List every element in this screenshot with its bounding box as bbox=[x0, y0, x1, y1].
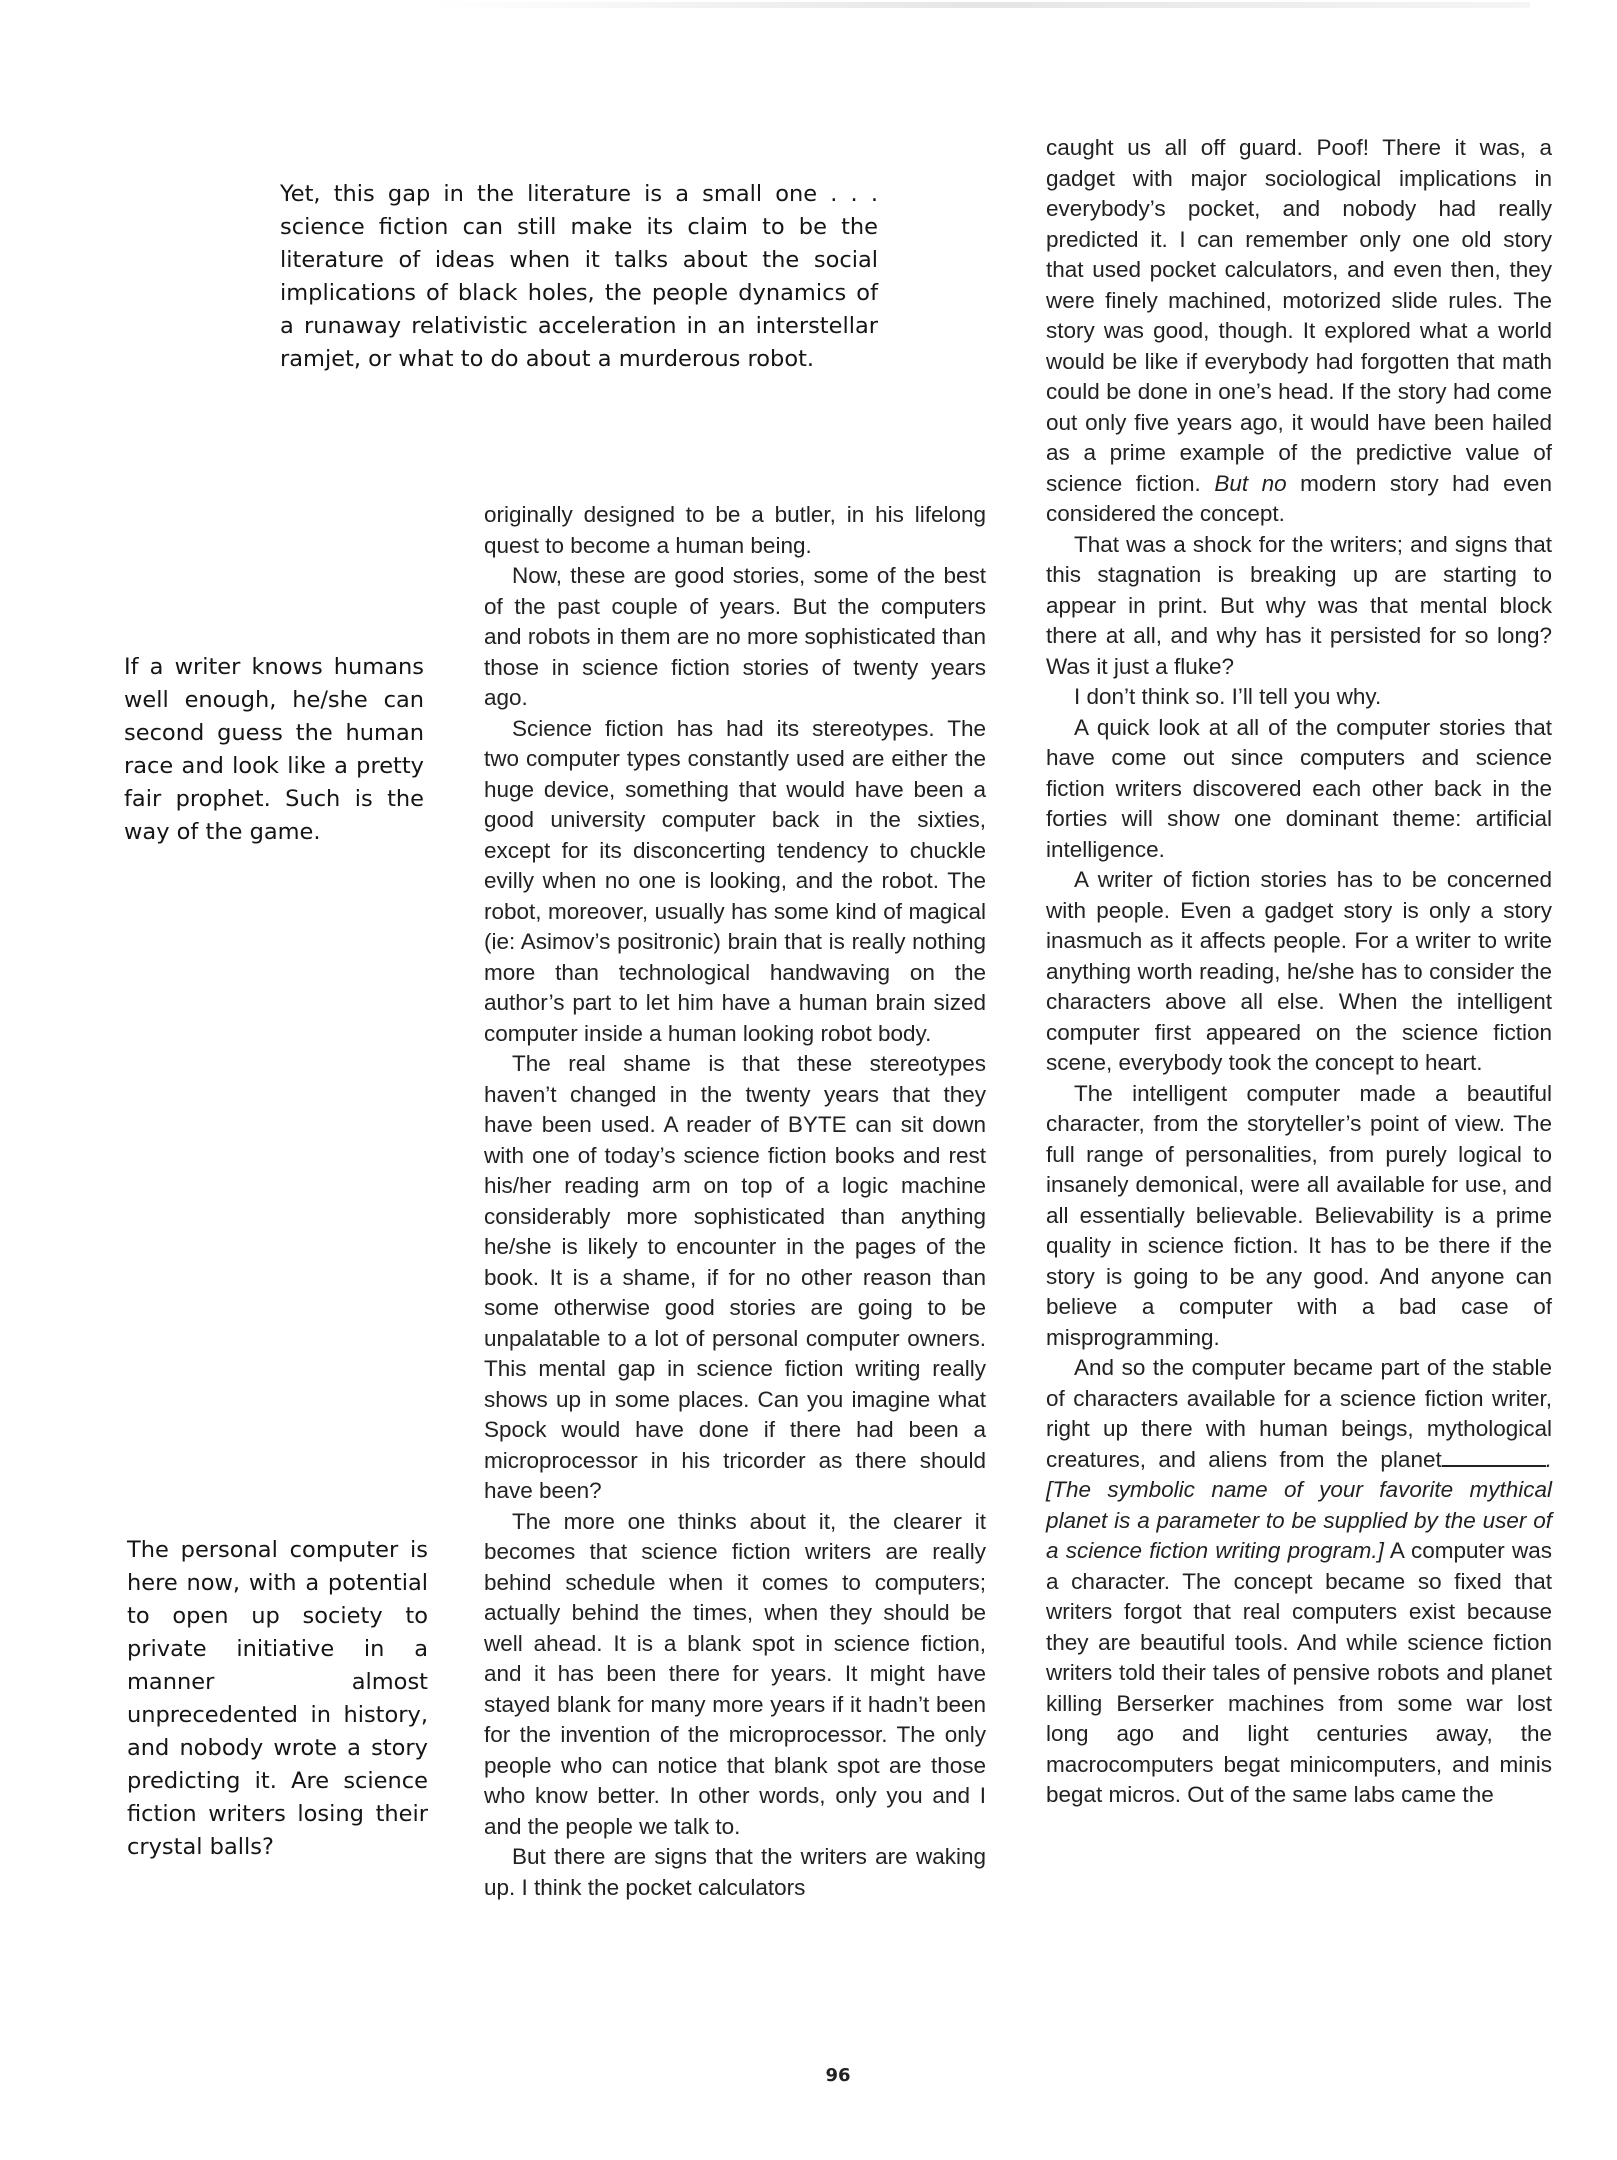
paragraph-text: And so the computer became part of the stable of characters available for a science fiction writer, right up there with human beings, mythological creatures, and aliens from the planet bbox=[1046, 1355, 1552, 1472]
paragraph: A writer of fiction stories has to be concerned with people. Even a gadget story is only a story inasmuch as it affects people. For a writer to write anything worth reading, he/she has to consider the characters above all else. When the intelligent computer first appeared on the science fiction scene, everybody took the concept to heart. bbox=[1046, 867, 1552, 1075]
fill-in-blank bbox=[1442, 1447, 1546, 1467]
paragraph: The intelligent computer made a beautiful character, from the storyteller’s point of view. The full range of personalities, from purely logical to insanely demonical, were all available for use, and all essentially believable. Believability is a prime quality in science fiction. It has to be there if the story is going to be any good. And anyone can believe a computer with a bad case of misprogramming. bbox=[1046, 1080, 1552, 1350]
pull-quote-bottom: The personal computer is here now, with a potential to open up society to private initiative in a manner almost unprecedented in history, and nobody wrote a story predicting it. Are science fiction writers losing their crystal balls? bbox=[127, 1537, 428, 1860]
paragraph-text: caught us all off guard. Poof! There it was, a gadget with major sociological implications in everybody’s pocket, and nobody had really predicted it. I can remember only one old story that used pocket calculators, and even then, they were finely machined, motorized slide rules. The story was good, though. It explored what a world would be like if everybody had forgotten that math could be done in one’s head. If the story had come out only five years ago, it would have been hailed as a prime example of the predictive value of science fiction. bbox=[1046, 135, 1552, 496]
paragraph: The more one thinks about it, the clearer it becomes that science fiction writers are really behind schedule when it comes to computers; actually behind the times, when they should be well ahead. It is a blank spot in science fiction, and it has been there for years. It might have stayed blank for many more years if it hadn’t been for the invention of the microprocessor. The only people who can notice that blank spot are those who know better. In other words, only you and I and the people we talk to. bbox=[484, 1508, 986, 1839]
paragraph bbox=[1046, 133, 1552, 530]
pull-quote-middle: If a writer knows humans well enough, he/she can second guess the human race and look like a pretty fair prophet. Such is the way of the game. bbox=[124, 654, 424, 845]
paragraph: originally designed to be a butler, in his lifelong quest to become a human being. bbox=[484, 502, 986, 558]
paragraph-text: A computer was a character. The concept became so fixed that writers forgot that real computers exist because they are beautiful tools. And while science fiction writers told their tales of pensive robots and planet killing Berserker machines from some war lost long ago and light centuries away, the macrocomputers begat minicomputers, and minis begat micros. Out of the same labs came the bbox=[1046, 1538, 1552, 1807]
paragraph: A quick look at all of the computer stories that have come out since computers and science fiction writers discovered each other back in the forties will show one dominant theme: artificial intelligence. bbox=[1046, 714, 1552, 862]
body-column-right bbox=[1046, 133, 1552, 1811]
emphasis-text: But no bbox=[1214, 470, 1287, 496]
page-number: 96 bbox=[825, 2065, 851, 2086]
paragraph: The real shame is that these stereotypes haven’t changed in the twenty years that they have been used. A reader of BYTE can sit down with one of today’s science fiction books and rest his/her reading arm on top of a logic machine considerably more sophisticated than anything he/she is likely to encounter in the pages of the book. It is a shame, if for no other reason than some otherwise good stories are going to be unpalatable to a lot of personal computer owners. This mental gap in science fiction writing really shows up in some places. Can you imagine what Spock would have done if there had been a microprocessor in his tricorder as there should have been? bbox=[484, 1051, 986, 1503]
body-column-middle bbox=[484, 500, 986, 1903]
paragraph: But there are signs that the writers are waking up. I think the pocket calculators bbox=[484, 1844, 986, 1900]
top-edge-shadow bbox=[430, 2, 1530, 8]
paragraph bbox=[1046, 1353, 1552, 1811]
paragraph: That was a shock for the writers; and signs that this stagnation is breaking up are starting to appear in print. But why was that mental block there at all, and why has it persisted for so long? Was it just a fluke? bbox=[1046, 531, 1552, 679]
paragraph-text: modern story had even considered the concept. bbox=[1046, 470, 1552, 526]
paragraph: I don’t think so. I’ll tell you why. bbox=[1074, 684, 1382, 709]
pull-quote-top: Yet, this gap in the literature is a small one . . . science fiction can still make its claim to be the literature of ideas when it talks about the social implications of black holes, the people dynamics of a runaway relativistic acceleration in an interstellar ramjet, or what to do about a murderous robot. bbox=[280, 181, 878, 372]
paragraph: Now, these are good stories, some of the best of the past couple of years. But the computers and robots in them are no more sophisticated than those in science fiction stories of twenty years ago. bbox=[484, 563, 986, 710]
paragraph: Science fiction has had its stereotypes. The two computer types constantly used are either the huge device, something that would have been a good university computer back in the sixties, except for its disconcerting tendency to chuckle evilly when no one is looking, and the robot. The robot, moreover, usually has some kind of magical (ie: Asimov’s positronic) brain that is really nothing more than technological handwaving on the author’s part to let him have a human brain sized computer inside a human looking robot body. bbox=[484, 715, 986, 1046]
emphasis-text: . [The symbolic name of your favorite mythical planet is a parameter to be supplied by the user of a science fiction writing program.] bbox=[1046, 1446, 1552, 1563]
